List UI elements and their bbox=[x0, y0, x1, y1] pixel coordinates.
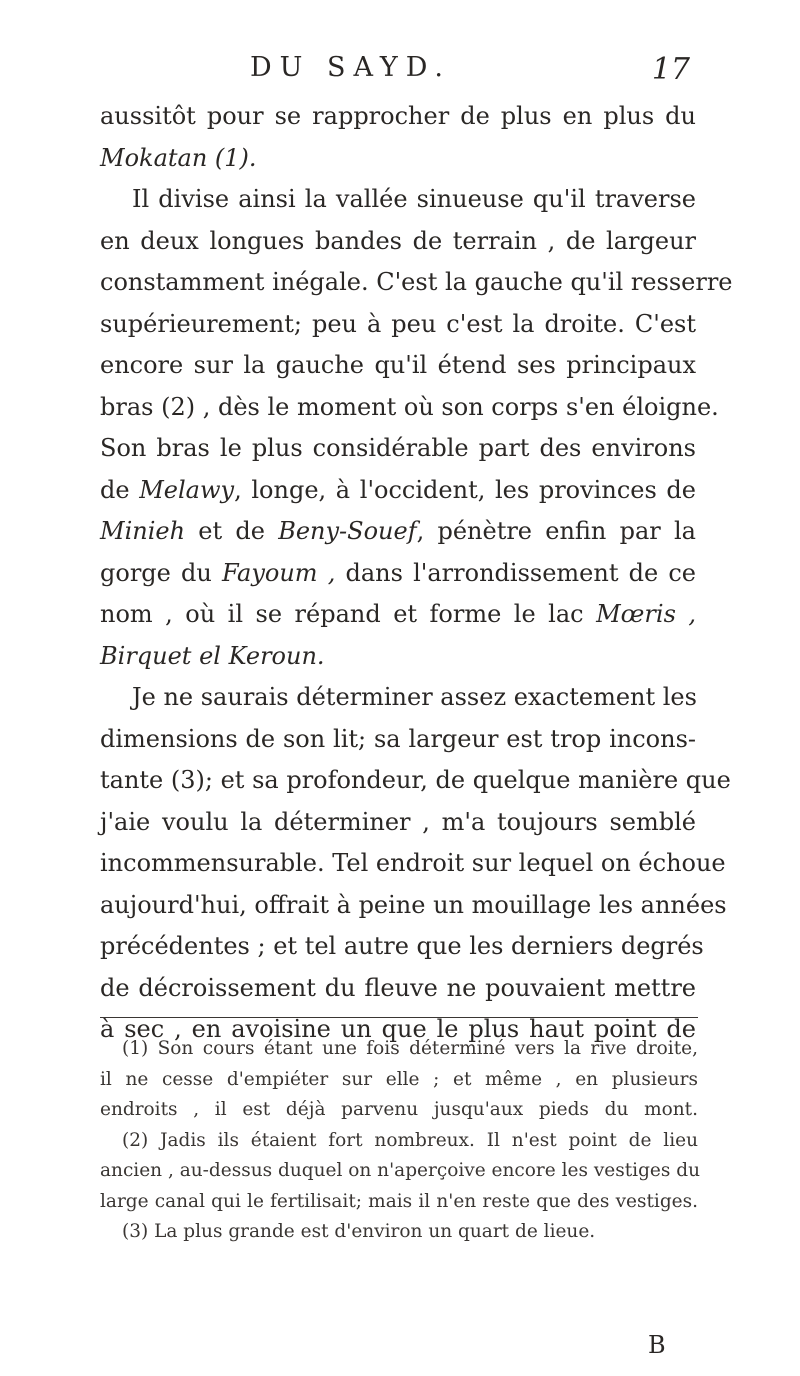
text-line: Il divise ainsi la vallée sinueuse qu'il traverse bbox=[132, 185, 696, 213]
footnote-line: il ne cesse d'empiéter sur elle ; et même , en plusieurs bbox=[100, 1068, 698, 1090]
place-name: Beny-Souef bbox=[278, 517, 417, 545]
footnote-line: ancien , au-dessus duquel on n'aperçoive encore les vestiges du bbox=[100, 1160, 700, 1181]
text-line bbox=[100, 511, 696, 553]
text-span: et de bbox=[185, 517, 279, 545]
footnote-line: endroits , il est déjà parvenu jusqu'aux pieds du mont. bbox=[100, 1099, 698, 1120]
text-span: dans l'arrondissement de ce bbox=[335, 558, 697, 587]
text-line: à sec , en avoisine un que le plus haut point de bbox=[100, 1015, 696, 1043]
place-name: Minieh bbox=[100, 517, 186, 545]
text-line: supérieurement; peu à peu c'est la droite. C'est bbox=[100, 309, 696, 338]
text-line: tante (3); et sa profondeur, de quelque manière que bbox=[100, 766, 731, 794]
text-line: incommensurable. Tel endroit sur lequel on échoue bbox=[100, 849, 726, 877]
text-line: bras (2) , dès le moment où son corps s'en éloigne. bbox=[100, 392, 719, 421]
text-line: dimensions de son lit; sa largeur est trop incons- bbox=[100, 724, 696, 753]
text-line: encore sur la gauche qu'il étend ses principaux bbox=[100, 351, 696, 379]
running-head bbox=[250, 48, 690, 88]
text-span: de bbox=[100, 475, 140, 504]
footnote-line: (2) Jadis ils étaient fort nombreux. Il n'est point de lieu bbox=[122, 1129, 698, 1151]
text-line: en deux longues bandes de terrain , de largeur bbox=[100, 226, 696, 255]
body-text bbox=[100, 96, 733, 1051]
text-line bbox=[100, 470, 696, 512]
text-span: gorge du bbox=[100, 558, 222, 587]
text-line: Mokatan (1). bbox=[100, 143, 257, 172]
text-line: Je ne saurais déterminer assez exactement les bbox=[132, 683, 697, 711]
text-line bbox=[100, 553, 696, 595]
footnote-line: (1) Son cours étant une fois déterminé vers la rive droite, bbox=[122, 1038, 698, 1059]
place-name: Melawy bbox=[139, 475, 235, 504]
text-span: , pénètre enfin par la bbox=[416, 517, 696, 545]
page-number: 17 bbox=[651, 52, 690, 87]
place-name: Fayoum , bbox=[222, 558, 336, 587]
text-line: aujourd'hui, offrait à peine un mouillage les années bbox=[100, 890, 727, 919]
text-line: de décroissement du fleuve ne pouvaient mettre bbox=[100, 973, 696, 1002]
footnote-line: large canal qui le fertilisait; mais il n'en reste que des vestiges. bbox=[100, 1190, 698, 1212]
text-span: , longe, à l'occident, les provinces de bbox=[234, 475, 696, 504]
place-name: Mœris , bbox=[596, 600, 697, 628]
text-line: constamment inégale. C'est la gauche qu'il resserre bbox=[100, 268, 733, 296]
text-line: j'aie voulu la déterminer , m'a toujours semblé bbox=[100, 807, 696, 836]
signature-mark: B bbox=[648, 1331, 666, 1359]
footnote-line: (3) La plus grande est d'environ un quart de lieue. bbox=[122, 1221, 596, 1242]
text-line: Son bras le plus considérable part des environs bbox=[100, 434, 696, 462]
text-line bbox=[100, 594, 696, 636]
running-title: DU SAYD. bbox=[250, 52, 451, 83]
footnotes bbox=[100, 1034, 698, 1248]
text-span: nom , où il se répand et forme le lac bbox=[100, 600, 597, 628]
footnote-rule bbox=[100, 1017, 698, 1018]
text-line: Birquet el Keroun. bbox=[100, 641, 325, 670]
text-line: précédentes ; et tel autre que les derniers degrés bbox=[100, 932, 704, 960]
text-line: aussitôt pour se rapprocher de plus en plus du bbox=[100, 102, 696, 130]
